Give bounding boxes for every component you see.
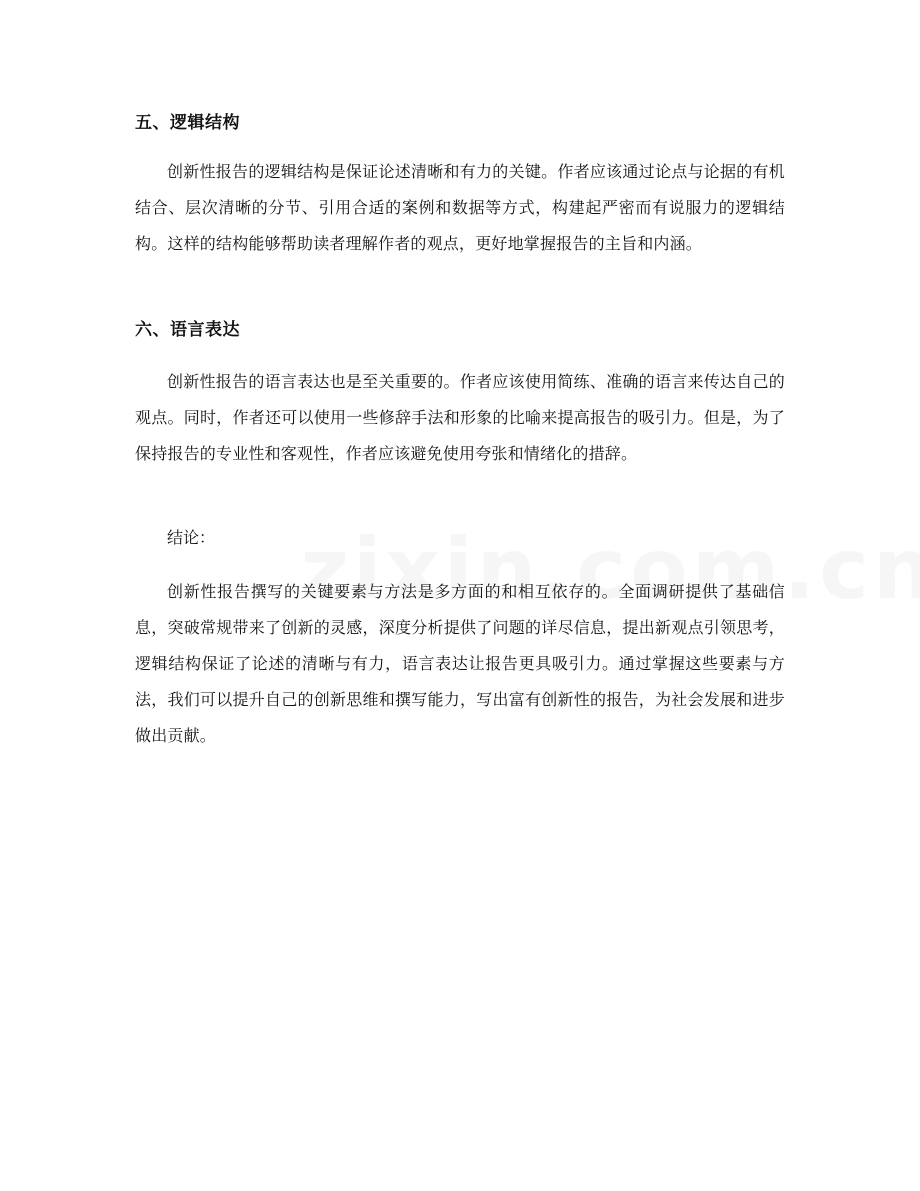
section-heading-language: 六、语言表达	[135, 320, 240, 340]
section-heading-logic: 五、逻辑结构	[135, 113, 240, 133]
section-paragraph-language: 创新性报告的语言表达也是至关重要的。作者应该使用简练、准确的语言来传达自己的观点。同时，作者还可以使用一些修辞手法和形象的比喻来提高报告的吸引力。但是，为了保持报告的专业性和客观性，作者应该避免使用夸张和情绪化的措辞。	[135, 372, 785, 463]
section-paragraph-logic: 创新性报告的逻辑结构是保证论述清晰和有力的关键。作者应该通过论点与论据的有机结合、层次清晰的分节、引用合适的案例和数据等方式，构建起严密而有说服力的逻辑结构。这样的结构能够帮助读者理解作者的观点，更好地掌握报告的主旨和内涵。	[135, 162, 785, 253]
conclusion-label: 结论：	[167, 528, 216, 547]
conclusion-paragraph: 创新性报告撰写的关键要素与方法是多方面的和相互依存的。全面调研提供了基础信息，突破常规带来了创新的灵感，深度分析提供了问题的详尽信息，提出新观点引领思考，逻辑结构保证了论述的清晰与有力，语言表达让报告更具吸引力。通过掌握这些要素与方法，我们可以提升自己的创新思维和撰写能力，写出富有创新性的报告，为社会发展和进步做出贡献。	[135, 582, 785, 745]
